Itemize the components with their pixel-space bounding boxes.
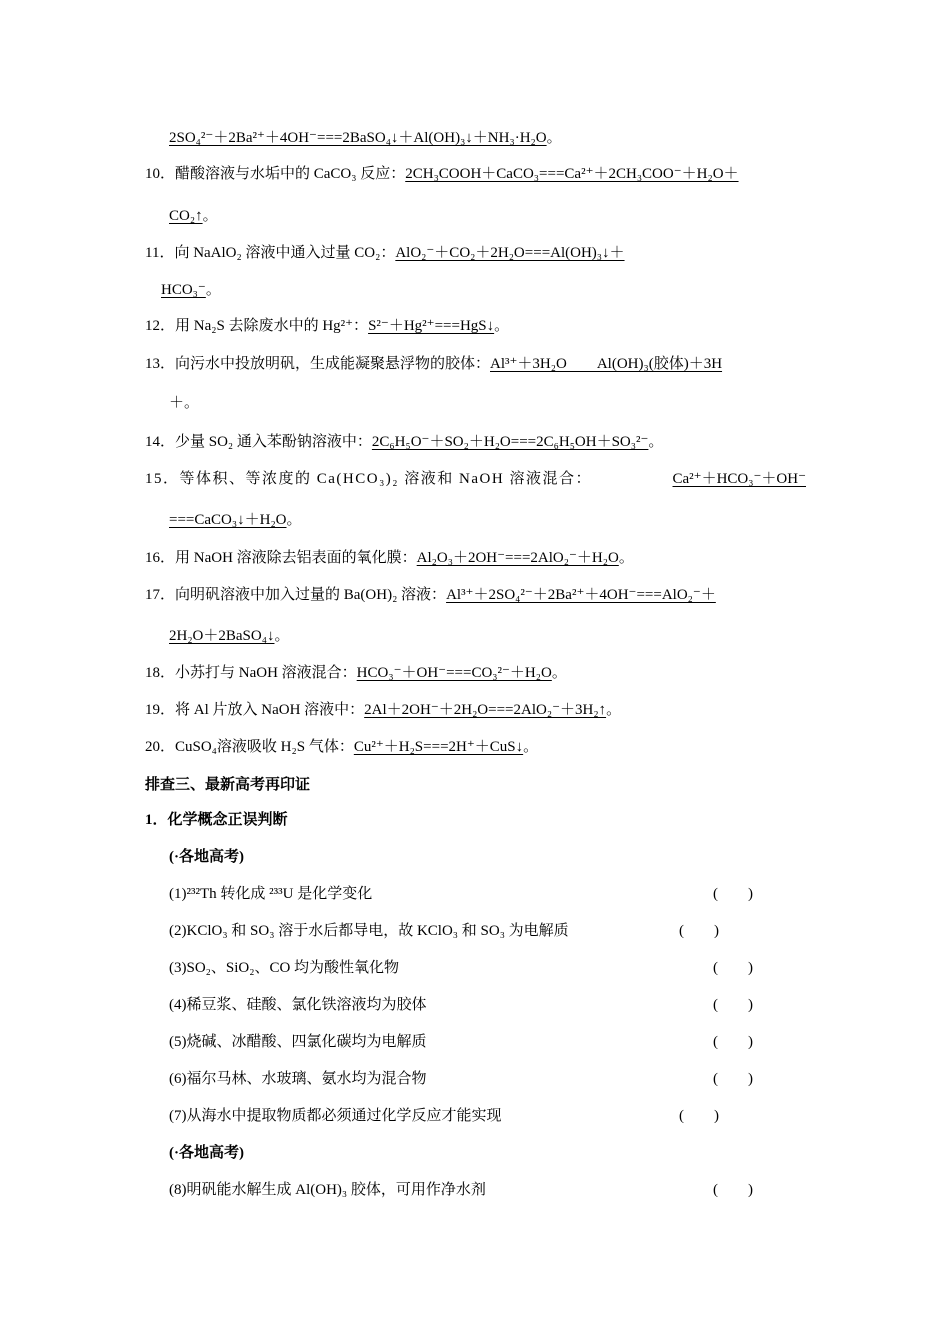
equation-line-15-cont: [169, 510, 302, 530]
question-text: 12．用 Na₂S 去除废水中的 Hg²⁺：: [145, 318, 369, 334]
judgment-item: (6)福尔马林、水玻璃、氨水均为混合物: [169, 1071, 427, 1087]
answer-bracket[interactable]: ( ): [713, 1182, 753, 1198]
equation-line-17-cont: [169, 626, 289, 646]
equation-answer: Al³⁺＋2SO₄²⁻＋2Ba²⁺＋4OH⁻===AlO₂⁻＋: [446, 587, 716, 603]
equation-answer: 2SO₄²⁻＋2Ba²⁺＋4OH⁻===2BaSO₄↓＋Al(OH)₃↓＋NH₃·H₂O: [169, 130, 547, 146]
equation-answer: 2H₂O＋2BaSO₄↓: [169, 628, 275, 644]
judgment-item: (3)SO₂、SiO₂、CO 均为酸性氧化物: [169, 960, 400, 976]
answer-bracket[interactable]: ( ): [713, 960, 753, 976]
equation-line-9-cont: [169, 128, 562, 148]
equation-line-12: [145, 316, 509, 336]
equation-answer: Al³⁺＋3H₂O Al(OH)₃(胶体)＋3H: [490, 356, 723, 372]
answer-bracket[interactable]: ( ): [713, 997, 753, 1013]
period: 。: [606, 702, 622, 718]
equation-answer: ===CaCO₃↓＋H₂O: [169, 512, 287, 528]
question-text: 11．向 NaAlO₂ 溶液中通入过量 CO₂：: [145, 245, 396, 261]
judgment-item: (1)²³²Th 转化成 ²³³U 是化学变化: [169, 886, 373, 902]
period: 。: [618, 550, 634, 566]
equation-line-18: [145, 663, 567, 683]
equation-answer: HCO₃⁻＋OH⁻===CO₃²⁻＋H₂O: [356, 665, 552, 681]
answer-bracket[interactable]: ( ): [713, 886, 753, 902]
question-text: 15．等体积、等浓度的 Ca(HCO₃)₂ 溶液和 NaOH 溶液混合：: [145, 471, 592, 487]
question-text: 18．小苏打与 NaOH 溶液混合：: [145, 665, 357, 681]
equation-line-10-cont: [169, 206, 218, 226]
equation-line-19: [145, 700, 621, 720]
question-text: 20．CuSO₄溶液吸收 H₂S 气体：: [145, 739, 354, 755]
answer-bracket[interactable]: ( ): [679, 923, 719, 939]
answer-bracket[interactable]: ( ): [679, 1108, 719, 1124]
answer-bracket[interactable]: ( ): [713, 1034, 753, 1050]
judgment-item: (7)从海水中提取物质都必须通过化学反应才能实现: [169, 1108, 502, 1124]
period: 。: [546, 130, 562, 146]
period: 。: [648, 434, 664, 450]
question-text: 13．向污水中投放明矾，生成能凝聚悬浮物的胶体：: [145, 356, 491, 372]
equation-line-16: [145, 548, 634, 568]
equation-line-14: [145, 432, 663, 452]
judgment-item: (4)稀豆浆、硅酸、氯化铁溶液均为胶体: [169, 997, 427, 1013]
equation-answer: Cu²⁺＋H₂S===2H⁺＋CuS↓: [353, 739, 524, 755]
period: 。: [202, 208, 218, 224]
question-text: 10．醋酸溶液与水垢中的 CaCO₃ 反应：: [145, 166, 406, 182]
equation-line-13: [145, 354, 722, 374]
equation-line-10: [145, 164, 739, 184]
judgment-item: (2)KClO₃ 和 SO₃ 溶于水后都导电，故 KClO₃ 和 SO₃ 为电解质: [169, 923, 569, 939]
equation-answer: HCO₃⁻: [161, 282, 206, 298]
judgment-item: (8)明矾能水解生成 Al(OH)₃ 胶体，可用作净水剂: [169, 1182, 486, 1198]
answer-bracket[interactable]: ( ): [713, 1071, 753, 1087]
equation-answer: 2Al＋2OH⁻＋2H₂O===2AlO₂⁻＋3H₂↑: [364, 702, 607, 718]
section-title: 排查三、最新高考再印证: [145, 777, 311, 793]
equation-line-20: [145, 737, 538, 757]
source-label: (·各地高考): [169, 1145, 244, 1161]
equation-answer: S²⁻＋Hg²⁺===HgS↓: [368, 318, 495, 334]
question-text: 14．少量 SO₂ 通入苯酚钠溶液中：: [145, 434, 372, 450]
period: 。: [523, 739, 539, 755]
question-text: 19．将 Al 片放入 NaOH 溶液中：: [145, 702, 365, 718]
equation-answer: ＋: [169, 395, 185, 411]
period: 。: [494, 318, 510, 334]
equation-answer: 2C₆H₅O⁻＋SO₂＋H₂O===2C₆H₅OH＋SO₃²⁻: [371, 434, 649, 450]
judgment-item: (5)烧碱、冰醋酸、四氯化碳均为电解质: [169, 1034, 427, 1050]
equation-line-17: [145, 585, 716, 605]
equation-answer: 2CH₃COOH＋CaCO₃===Ca²⁺＋2CH₃COO⁻＋H₂O＋: [405, 166, 739, 182]
equation-answer: CO₂↑: [169, 208, 203, 224]
subsection-title: 1．化学概念正误判断: [145, 812, 288, 828]
equation-answer: AlO₂⁻＋CO₂＋2H₂O===Al(OH)₃↓＋: [395, 245, 625, 261]
period: 。: [205, 282, 221, 298]
period: 。: [551, 665, 567, 681]
question-text: 17．向明矾溶液中加入过量的 Ba(OH)₂ 溶液：: [145, 587, 447, 603]
equation-answer: Al₂O₃＋2OH⁻===2AlO₂⁻＋H₂O: [416, 550, 619, 566]
period: 。: [286, 512, 302, 528]
equation-answer: Ca²⁺＋HCO₃⁻＋OH⁻: [672, 471, 806, 487]
question-text: 16．用 NaOH 溶液除去铝表面的氧化膜：: [145, 550, 417, 566]
equation-line-13-cont: [169, 393, 199, 413]
equation-line-11-cont: [161, 280, 221, 300]
equation-line-15: [145, 469, 806, 489]
period: 。: [274, 628, 290, 644]
period: 。: [184, 395, 200, 411]
source-label: (·各地高考): [169, 849, 244, 865]
equation-line-11: [145, 243, 625, 263]
